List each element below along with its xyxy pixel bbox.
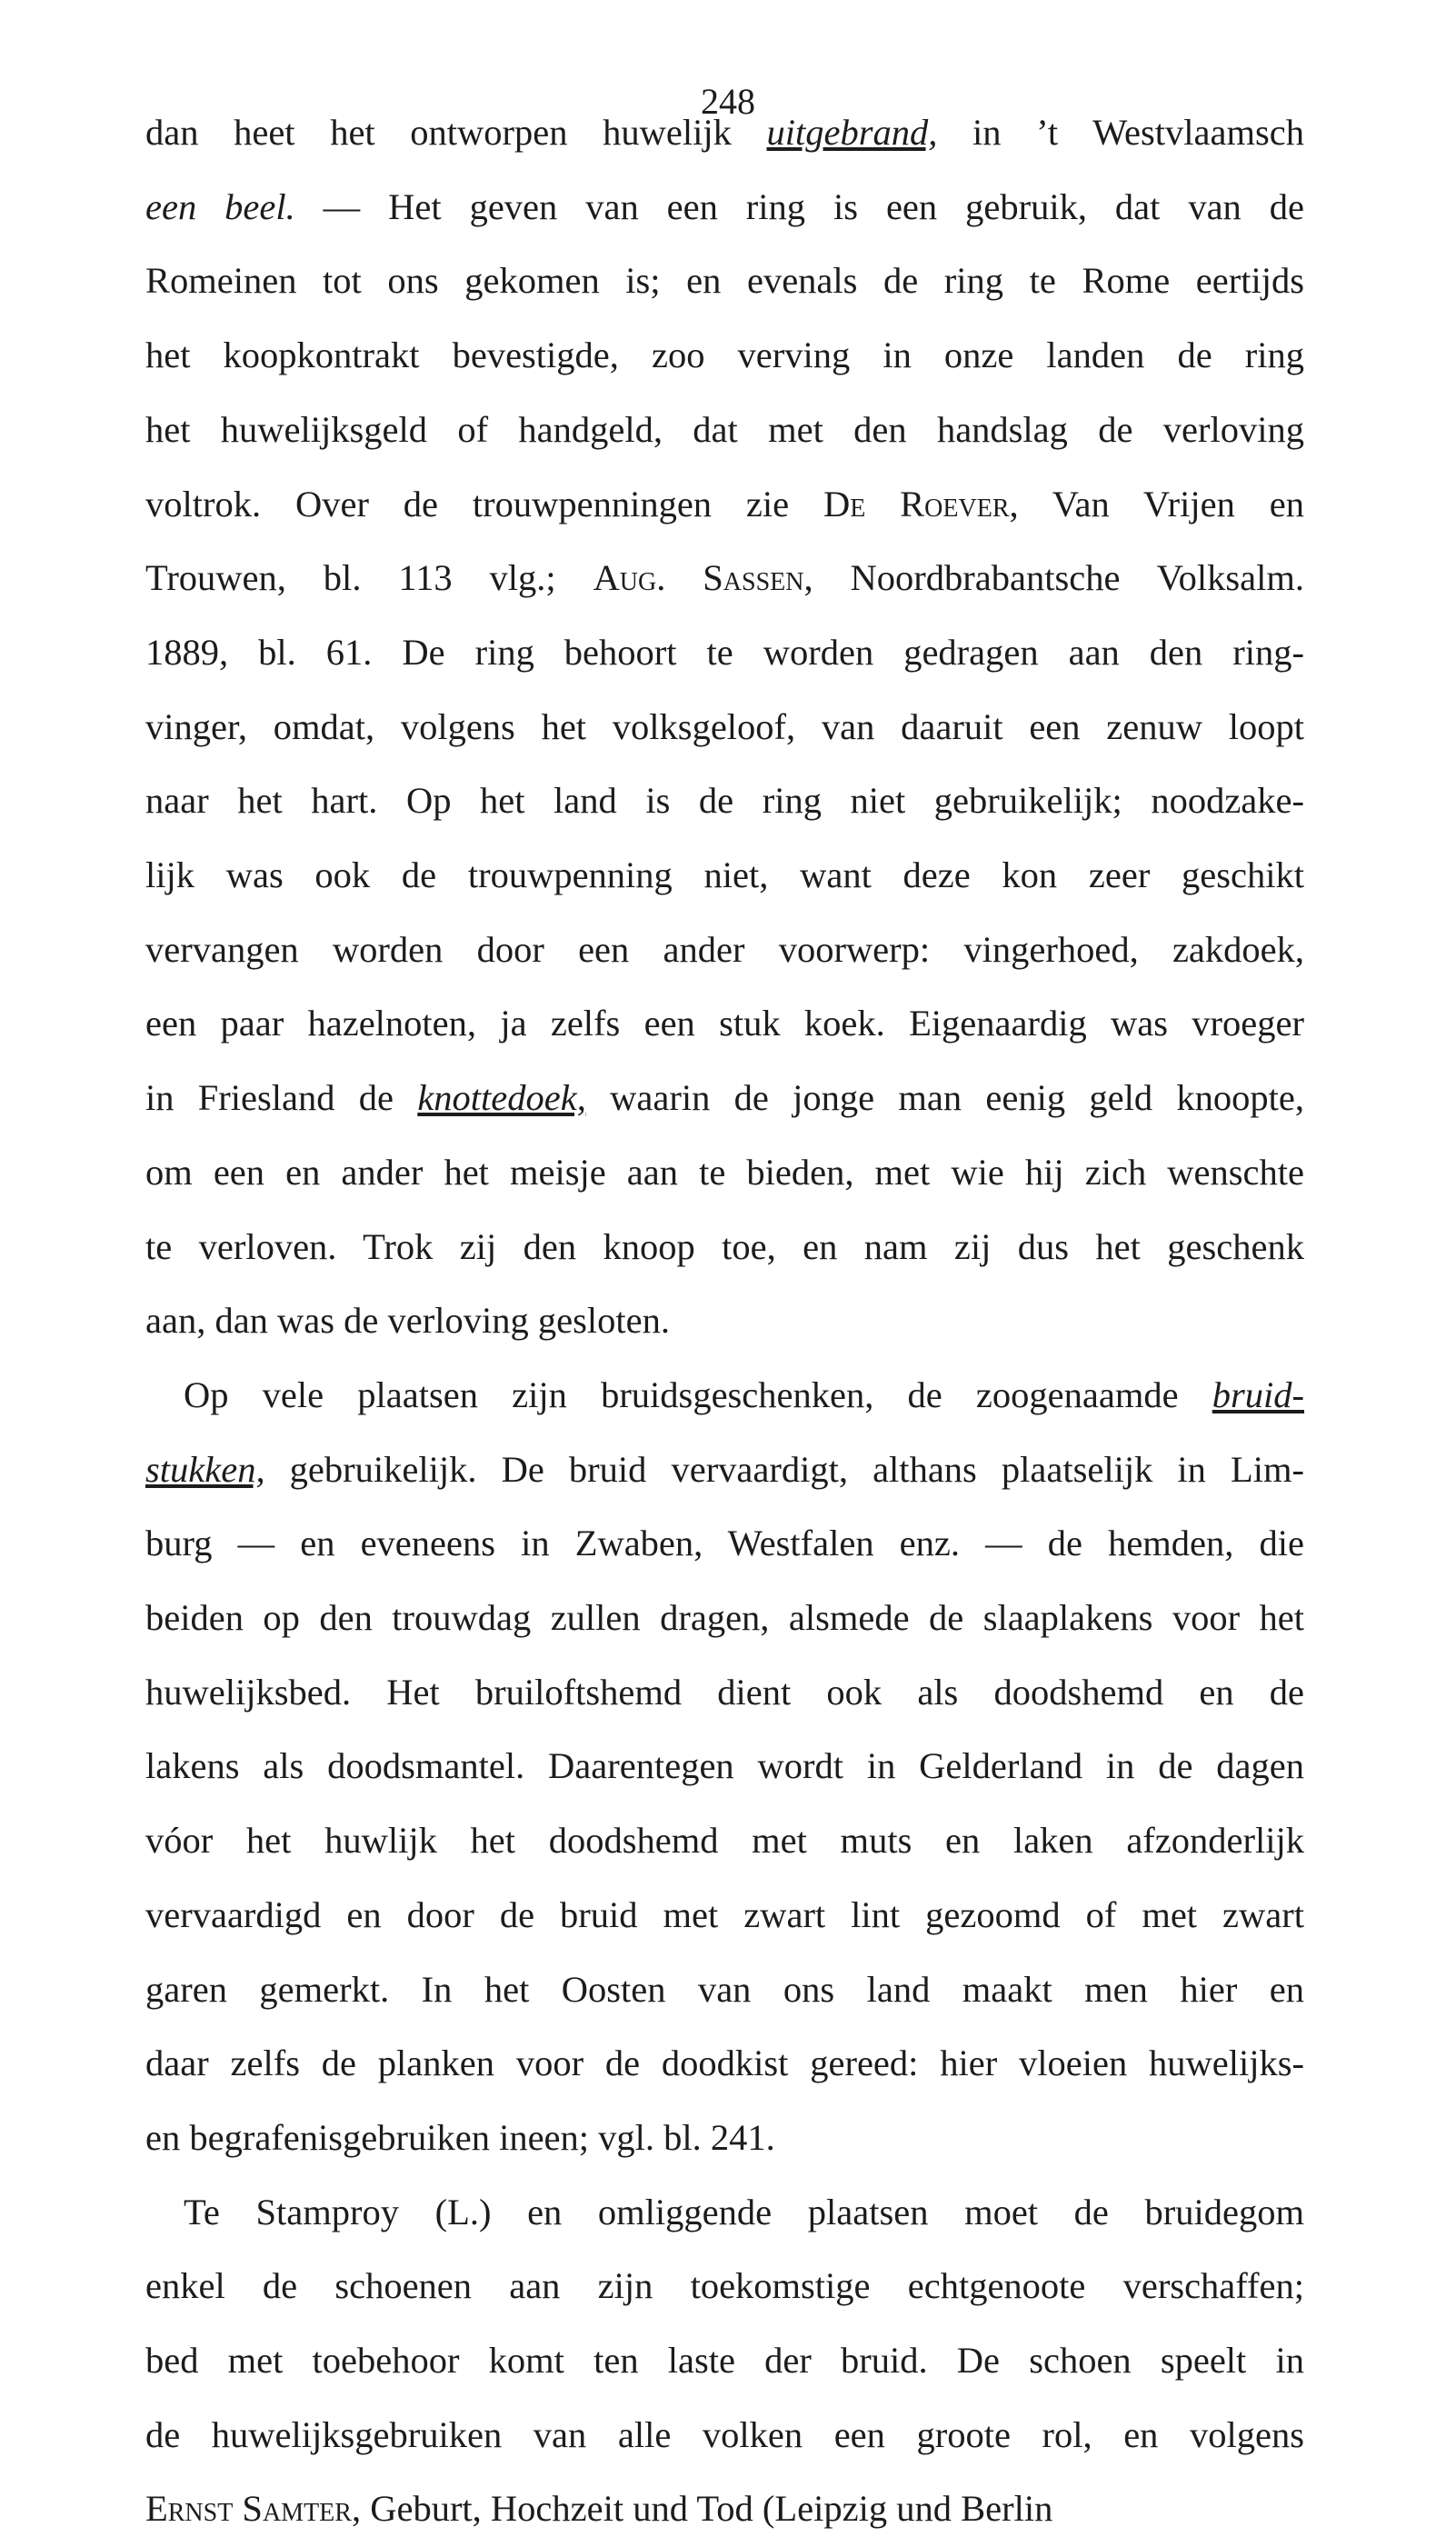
text-run: , Van Vrijen en: [1009, 483, 1304, 524]
text-line: [145, 105, 1304, 161]
text-line: [145, 476, 1304, 533]
emphasized-term: een beel.: [145, 185, 295, 227]
text-run: naar het hart. Op het land is de ring niet gebruikelijk; noodzake-: [145, 780, 1304, 822]
text-run: daar zelfs de planken voor de doodkist gereed: hier vloeien huwelijks-: [145, 2043, 1304, 2084]
text-line: [184, 1367, 1304, 1423]
author-name: De Roever: [823, 483, 1010, 524]
text-line: [145, 922, 1304, 978]
text-run: — Het geven van een ring is een gebruik, dat van de: [294, 185, 1304, 227]
emphasized-term: knottedoek,: [417, 1077, 586, 1119]
text-line: [145, 1590, 1304, 1646]
text-line: [145, 1515, 1304, 1572]
text-line: [145, 1070, 1304, 1126]
text-run: waarin de jonge man eenig geld knoopte,: [585, 1077, 1304, 1119]
text-run: aan, dan was de verloving gesloten.: [145, 1300, 670, 1342]
text-run: Trouwen, bl. 113 vlg.;: [145, 557, 593, 599]
text-run: te verloven. Trok zij den knoop toe, en nam zij dus het geschenk: [145, 1225, 1304, 1267]
text-line: [145, 2407, 1304, 2463]
text-line: [145, 1664, 1304, 1721]
page-number: 248: [701, 81, 755, 122]
text-line: [145, 624, 1304, 681]
text-run: Op vele plaatsen zijn bruidsgeschenken, de zoogenaamde: [184, 1373, 1212, 1415]
text-line: [145, 1962, 1304, 2018]
text-run: 1889, bl. 61. De ring behoort te worden gedragen aan den ring-: [145, 631, 1304, 673]
text-line: [145, 2481, 1304, 2537]
emphasized-term: uitgebrand,: [766, 112, 938, 153]
text-run: dan heet het ontworpen huwelijk: [145, 112, 767, 153]
text-line: [145, 1219, 1304, 1275]
text-run: vervaardigd en door de bruid met zwart lint gezoomd of met zwart: [145, 1893, 1304, 1935]
text-run: , Geburt, Hochzeit und Tod (Leipzig und Berlin: [351, 2488, 1053, 2530]
text-line: [145, 2110, 1304, 2166]
text-run: een paar hazelnoten, ja zelfs een stuk koek. Eigenaardig was vroeger: [145, 1003, 1304, 1044]
text-line: [145, 1813, 1304, 1869]
emphasized-term: bruid-: [1212, 1373, 1304, 1415]
text-line: [145, 995, 1304, 1052]
text-run: in Friesland de: [145, 1077, 418, 1119]
text-line: [145, 1442, 1304, 1498]
author-name: Ernst Samter: [145, 2488, 352, 2530]
author-name: Aug. Sassen: [593, 557, 804, 599]
emphasized-term: stukken,: [145, 1448, 265, 1490]
text-run: vóor het huwlijk het doodshemd met muts en laken afzonderlijk: [145, 1820, 1304, 1862]
text-run: lakens als doodsmantel. Daarentegen wordt in Gelderland in de dagen: [145, 1745, 1304, 1787]
text-run: Romeinen tot ons gekomen is; en evenals de ring te Rome eertijds: [145, 260, 1304, 302]
text-run: en begrafenisgebruiken ineen; vgl. bl. 241.: [145, 2116, 775, 2158]
text-run: om een en ander het meisje aan te bieden, met wie hij zich wenschte: [145, 1151, 1304, 1193]
text-run: in ’t Westvlaamsch: [937, 112, 1304, 153]
text-line: [145, 2035, 1304, 2092]
text-run: garen gemerkt. In het Oosten van ons land maakt men hier en: [145, 1968, 1304, 2010]
text-line: [145, 1738, 1304, 1794]
text-run: het huwelijksgeld of handgeld, dat met den handslag de verloving: [145, 408, 1304, 450]
text-line: [145, 847, 1304, 904]
text-run: , Noordbrabantsche Volksalm.: [803, 557, 1305, 599]
text-line: [145, 773, 1304, 829]
text-line: [184, 2184, 1304, 2241]
text-line: [145, 179, 1304, 235]
text-run: vervangen worden door een ander voorwerp: vingerhoed, zakdoek,: [145, 928, 1304, 970]
text-line: [145, 2332, 1304, 2389]
text-run: de huwelijksgebruiken van alle volken een groote rol, en volgens: [145, 2413, 1304, 2455]
text-run: huwelijksbed. Het bruiloftshemd dient ook als doodshemd en de: [145, 1671, 1304, 1713]
text-line: [145, 550, 1304, 606]
text-run: enkel de schoenen aan zijn toekomstige echtgenoote verschaffen;: [145, 2265, 1304, 2307]
text-run: vinger, omdat, volgens het volksgeloof, van daaruit een zenuw loopt: [145, 705, 1304, 747]
text-line: [145, 327, 1304, 384]
text-line: [145, 1144, 1304, 1201]
text-line: [145, 1887, 1304, 1943]
text-run: beiden op den trouwdag zullen dragen, alsmede de slaaplakens voor het: [145, 1597, 1304, 1638]
text-line: [145, 1293, 1304, 1349]
text-run: burg — en eveneens in Zwaben, Westfalen enz. — de hemden, die: [145, 1523, 1304, 1564]
text-line: [145, 699, 1304, 755]
text-line: [145, 253, 1304, 309]
text-run: lijk was ook de trouwpenning niet, want deze kon zeer geschikt: [145, 854, 1304, 895]
text-line: [145, 402, 1304, 458]
text-run: Te Stamproy (L.) en omliggende plaatsen moet de bruidegom: [184, 2191, 1304, 2232]
text-run: voltrok. Over de trouwpenningen zie: [145, 483, 823, 524]
text-run: gebruikelijk. De bruid vervaardigt, althans plaatselijk in Lim-: [264, 1448, 1304, 1490]
text-run: bed met toebehoor komt ten laste der bruid. De schoen speelt in: [145, 2340, 1304, 2381]
text-run: het koopkontrakt bevestigde, zoo verving in onze landen de ring: [145, 335, 1304, 376]
text-line: [145, 2258, 1304, 2314]
